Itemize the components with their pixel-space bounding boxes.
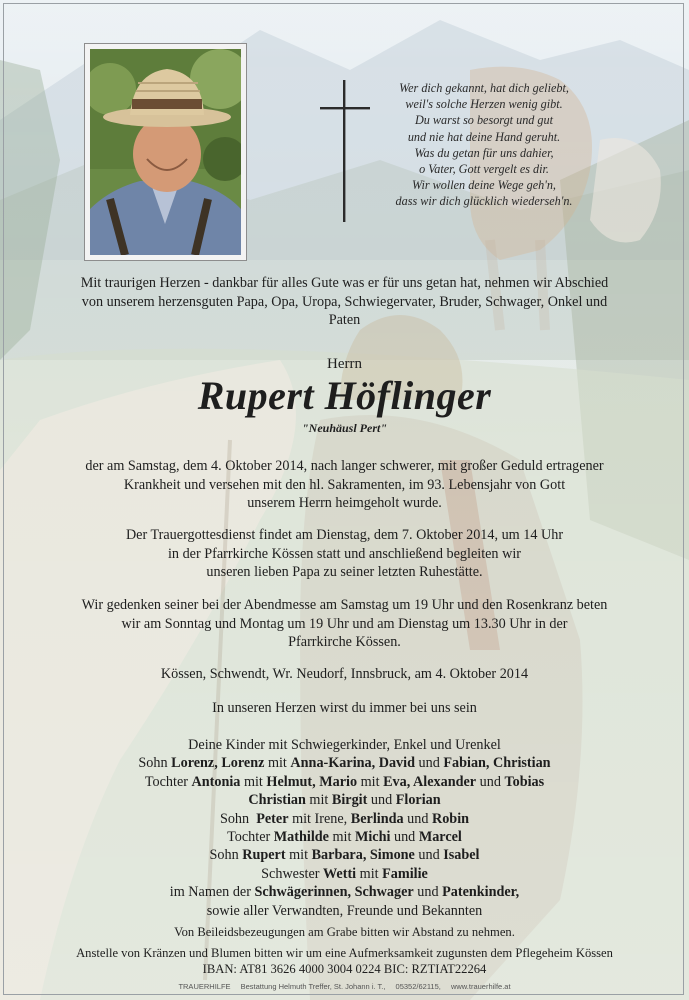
nickname: "Neuhäusl Pert" [301,421,387,435]
mourner-line [0,828,689,846]
portrait-frame [84,43,247,261]
mourner-name: Berlinda [350,810,404,827]
mourner-text: Tochter [227,829,274,846]
poem-line: Wer dich gekannt, hat dich geliebt, [399,81,569,95]
mourners-list [0,736,689,920]
poem-line: Wir wollen deine Wege geh'n, [412,178,556,193]
mourner-line [0,754,689,772]
mourner-name: Antonia [191,773,241,790]
mourner-text: Sohn [219,810,257,827]
deceased-name: Rupert Höflinger [197,373,492,418]
intro-line: Mit traurigen Herzen - dankbar für alles Gute was er für uns getan hat, nehmen wir Abschied [80,275,609,291]
mourner-text: mit [328,829,355,846]
mourner-line [0,846,689,864]
mourner-line [0,791,689,809]
mourner-name: Familie [382,865,428,882]
mourner-name: Schwägerinnen, Schwager [254,884,414,901]
bank-details: IBAN: AT81 3626 4000 3004 0224 BIC: RZTIAT22264 [202,961,487,976]
mourner-text: Sohn [138,755,172,772]
poem-line: Was du getan für uns dahier, [414,145,554,160]
mourner-line [0,883,689,901]
footer-website[interactable]: www.trauerhilfe.at [450,982,511,991]
funeral-line: Der Trauergottesdienst findet am Dienstag, dem 7. Oktober 2014, um 14 Uhr [125,527,564,543]
mourner-text: und [414,755,444,772]
footer-undertaker: Bestattung Helmuth Treffer, St. Johann i. T., [240,982,386,991]
death-notice-line: der am Samstag, dem 4. Oktober 2014, nach langer schwerer, mit großer Geduld ertragener [85,458,604,474]
condolence-note: Von Beileidsbezeugungen am Grabe bitten wir Abstand zu nehmen. [174,925,515,939]
intro-text [0,274,689,330]
mourner-text: im Namen der [169,884,255,901]
mourner-text: mit [356,865,383,882]
mourner-line [0,865,689,883]
death-notice-line: Krankheit und versehen mit den hl. Sakramenten, im 93. Lebensjahr von Gott [123,476,566,493]
mourner-name: Mathilde [273,829,329,846]
mourner-name: Anna-Karina, David [290,755,415,772]
mourner-name: Christian [248,792,306,809]
mourner-text: Tochter [144,773,192,790]
mourner-name: Helmut, Mario [266,773,358,790]
funeral-line: in der Pfarrkirche Kössen statt und anschließend begleiten wir [167,545,521,562]
footer-brand: TRAUERHILFE [178,982,231,991]
place-date: Kössen, Schwendt, Wr. Neudorf, Innsbruck, am 4. Oktober 2014 [160,666,529,682]
heart-line: In unseren Herzen wirst du immer bei uns sein [212,700,477,716]
mourner-text: mit [285,847,312,864]
salutation: Herrn [327,356,362,372]
poem-line: o Vater, Gott vergelt es dir. [419,162,549,177]
footer-phone: 05352/62115, [395,982,441,991]
donation-line: Anstelle von Kränzen und Blumen bitten wir um eine Aufmerksamkeit zugunsten dem Pflegeheim Kössen [76,946,613,960]
mourner-text: und [413,884,443,901]
mourner-text: mit [264,755,291,772]
mourner-name: Patenkinder, [442,884,520,901]
poem-line: weil's solche Herzen wenig gibt. [405,97,563,112]
mourner-text: mit [305,792,332,809]
mourner-line [0,773,689,791]
intro-line: von unserem herzensguten Papa, Opa, Uropa, Schwiegervater, Bruder, Schwager, Onkel und [81,293,608,310]
remembrance-line: Pfarrkirche Kössen. [288,634,401,651]
memorial-poem [372,80,596,210]
death-notice [0,457,689,513]
footer [0,982,689,991]
mourner-text: und [390,829,419,846]
mourner-text: und [403,810,432,827]
mourner-name: Fabian, Christian [443,755,551,772]
poem-line: dass wir dich glücklich wiederseh'n. [395,194,573,209]
mourner-text: mit [240,773,267,790]
mourner-text: sowie aller Verwandten, Freunde und Bekannten [206,902,483,919]
funeral-info [0,526,689,582]
mourner-name: Robin [431,810,470,827]
mourner-name: Birgit [331,792,368,809]
mourner-name: Rupert [242,847,286,864]
mourner-text: mit [357,773,384,790]
mourner-text: und [414,847,444,864]
mourner-text: mit Irene, [288,810,351,827]
mourner-name: Tobias [504,773,545,790]
mourner-text: und [476,773,505,790]
poem-line: Du warst so besorgt und gut [414,113,554,128]
mourner-name: Florian [395,792,441,809]
mourner-name: Eva, Alexander [383,773,477,790]
remembrance-line: Wir gedenken seiner bei der Abendmesse am Samstag um 19 Uhr und den Rosenkranz beten [81,597,608,613]
mourner-name: Barbara, Simone [311,847,415,864]
mourner-text: und [367,792,396,809]
mourner-text: Sohn [209,847,243,864]
mourner-name: Wetti [323,865,357,882]
intro-line: Paten [328,312,361,328]
cross-icon [320,80,370,222]
mourner-name: Michi [354,829,391,846]
funeral-line: unseren lieben Papa zu seiner letzten Ruhestätte. [206,564,483,581]
mourner-line [0,736,689,754]
poem-line: und nie hat deine Hand geruht. [407,129,561,144]
mourner-text: Schwester [261,865,324,882]
remembrance-line: wir am Sonntag und Montag um 19 Uhr und am Dienstag um 13.30 Uhr in der [121,615,568,632]
mourner-name: Marcel [418,829,462,846]
donation-note [0,946,689,977]
portrait-photo [90,49,241,255]
remembrance-info [0,596,689,652]
mourner-name: Isabel [443,847,480,864]
mourner-line [0,810,689,828]
mourner-name: Peter [256,810,289,827]
mourner-line [0,902,689,920]
mourner-name: Lorenz, Lorenz [171,755,265,772]
death-notice-line: unserem Herrn heimgeholt wurde. [247,495,442,512]
mourner-text: Deine Kinder mit Schwiegerkinder, Enkel und Urenkel [188,737,501,753]
